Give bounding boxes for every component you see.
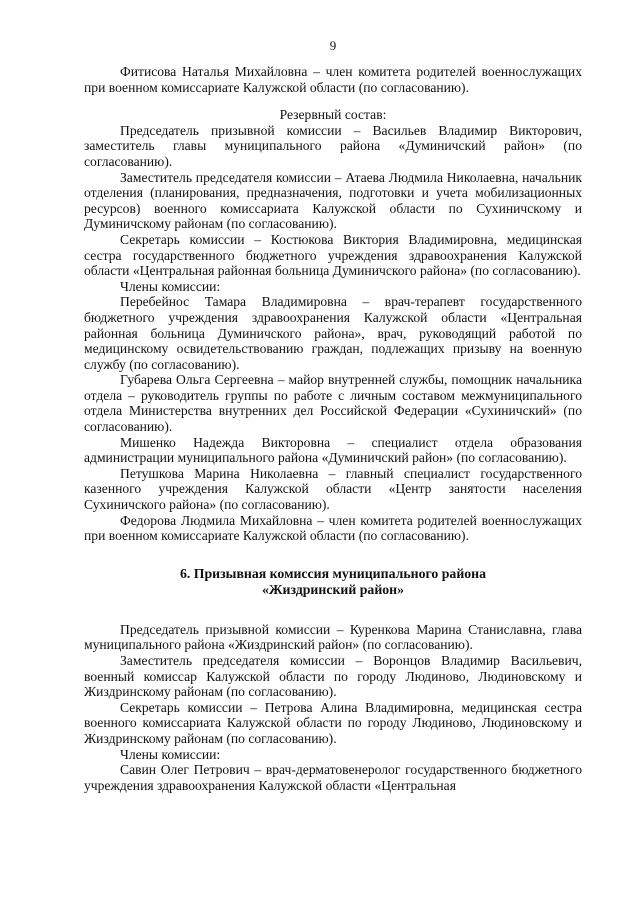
reserve-member-mishenko: Мишенко Надежда Викторовна – специалист отдела образования администрации муниципального района «Думиничский район» (по согласованию). bbox=[84, 434, 582, 466]
reserve-deputy: Заместитель председателя комиссии – Атаева Людмила Николаевна, начальник отделения (планирования, предназначения, подготовки и учета мобилизационных ресурсов) военного комиссариата Калужской области по Сухиничскому и Думиничскому районам (по согласованию). bbox=[84, 169, 582, 232]
section-6-heading-line1: 6. Призывная комиссия муниципального района bbox=[179, 565, 487, 581]
paragraph-fitisova: Фитисова Наталья Михайловна – член комитета родителей военнослужащих при военном комиссариате Калужской области (по согласованию). bbox=[84, 64, 582, 95]
section6-chairman: Председатель призывной комиссии – Куренкова Марина Станиславна, глава муниципального района «Жиздринский район» (по согласованию). bbox=[84, 621, 582, 653]
reserve-member-perebeynos: Перебейнос Тамара Владимировна – врач-терапевт государственного бюджетного учреждения здравоохранения Калужской области «Центральная районная больница Думиничского района», врач, руководящий работой по медицинскому освидетельствованию граждан, подлежащих призыву на военную службу (по согласованию). bbox=[84, 294, 582, 372]
reserve-member-petushkova: Петушкова Марина Николаевна – главный специалист государственного казенного учреждения Калужской области «Центр занятости населения Сухиничского района» (по согласованию). bbox=[84, 465, 582, 513]
section6-secretary: Секретарь комиссии – Петрова Алина Владимировна, медицинская сестра военного комиссариата Калужской области по городу Людиново, Людиновскому и Жиздринскому районам (по согласованию). bbox=[84, 699, 582, 746]
section6-member-savin: Савин Олег Петрович – врач-дерматовенеролог государственного бюджетного учреждения здравоохранения Калужской области «Центральная bbox=[84, 762, 582, 793]
reserve-heading: Резервный состав: bbox=[279, 107, 387, 123]
reserve-members-heading: Члены комиссии: bbox=[120, 278, 221, 294]
reserve-member-gubareva: Губарева Ольга Сергеевна – майор внутренней службы, помощник начальника отдела – руководитель группы по работе с личным составом межмуниципального отдела Министерства внутренних дел Российской Федерации «Сухиничский» (по согласованию). bbox=[84, 372, 582, 435]
reserve-secretary: Секретарь комиссии – Костюкова Виктория Владимировна, медицинская сестра государственного бюджетного учреждения здравоохранения Калужской области «Центральная районная больница Думиничского района» (по согласованию). bbox=[84, 231, 582, 279]
page-number: 9 bbox=[329, 38, 337, 53]
reserve-member-fedorova: Федорова Людмила Михайловна – член комитета родителей военнослужащих при военном комиссариате Калужской области (по согласованию). bbox=[84, 512, 582, 544]
section6-deputy: Заместитель председателя комиссии – Воронцов Владимир Васильевич, военный комиссар Калужской области по городу Людиново, Людиновскому и Жиздринскому районам (по согласованию). bbox=[84, 653, 582, 700]
reserve-chairman: Председатель призывной комиссии – Васильев Владимир Викторович, заместитель главы муниципального района «Думиничский район» (по согласованию). bbox=[84, 122, 582, 169]
section-6-heading bbox=[84, 566, 582, 598]
section-6-heading-line2: «Жиздринский район» bbox=[261, 581, 405, 597]
section6-members-heading: Члены комиссии: bbox=[120, 746, 221, 762]
